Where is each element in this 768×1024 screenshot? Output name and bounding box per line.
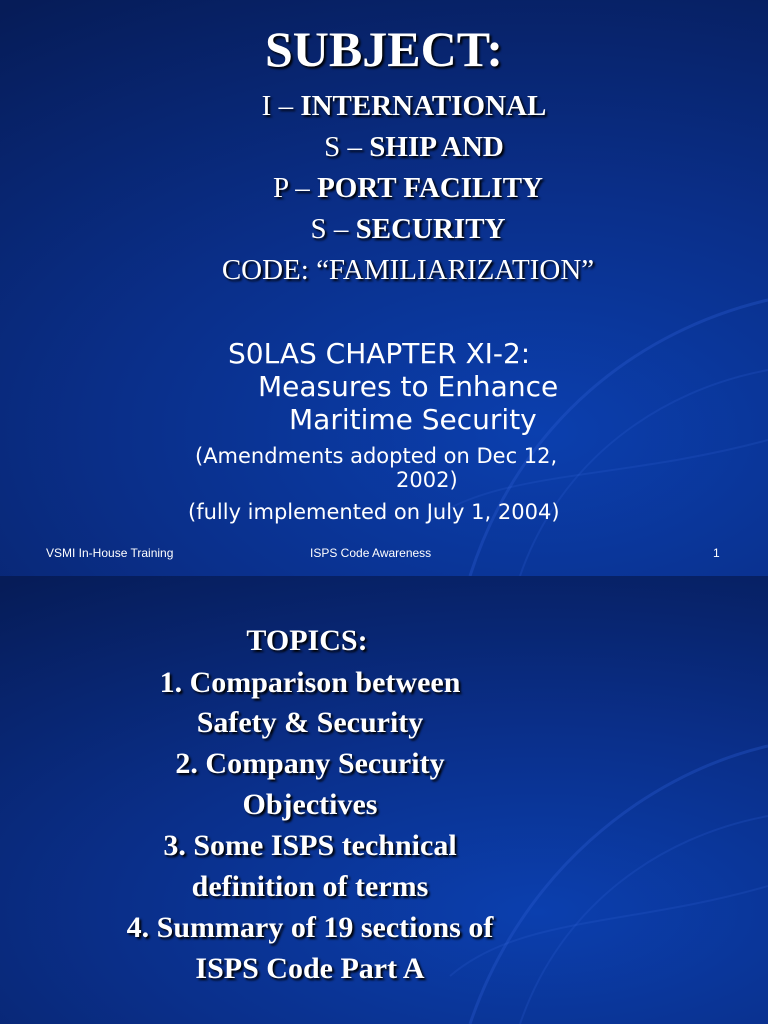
amendments-line-1: (Amendments adopted on Dec 12, <box>195 444 558 468</box>
acronym-line-s2: S – SECURITY <box>310 213 506 245</box>
topic-line-5: 3. Some ISPS technical <box>163 829 457 862</box>
footer-center: ISPS Code Awareness <box>310 546 432 560</box>
slide-title: SUBJECT: <box>264 21 503 77</box>
acronym-line-p: P – PORT FACILITY <box>273 172 543 204</box>
acronym-line-s: S – SHIP AND <box>324 131 504 163</box>
topics-heading: TOPICS: <box>246 624 368 657</box>
subtitle-line-2: Maritime Security <box>289 403 537 436</box>
code-line: CODE: “FAMILIARIZATION” <box>221 254 595 286</box>
slide-2 <box>0 576 768 1024</box>
solas-heading: S0LAS CHAPTER XI-2: <box>228 337 531 370</box>
topic-line-4: Objectives <box>242 788 378 821</box>
footer-left: VSMI In-House Training <box>46 546 174 560</box>
amendments-line-2: 2002) <box>396 468 458 492</box>
implemented-line: (fully implemented on July 1, 2004) <box>188 500 560 524</box>
subtitle-line-1: Measures to Enhance <box>258 370 559 403</box>
topic-line-8: ISPS Code Part A <box>195 952 425 985</box>
footer-page-number: 1 <box>713 546 720 560</box>
topic-line-1: 1. Comparison between <box>159 666 461 699</box>
topic-line-6: definition of terms <box>191 870 429 903</box>
topic-line-3: 2. Company Security <box>175 747 445 780</box>
acronym-line-i: I – INTERNATIONAL <box>261 90 547 122</box>
topic-line-7: 4. Summary of 19 sections of <box>126 911 494 944</box>
topic-line-2: Safety & Security <box>196 706 424 739</box>
